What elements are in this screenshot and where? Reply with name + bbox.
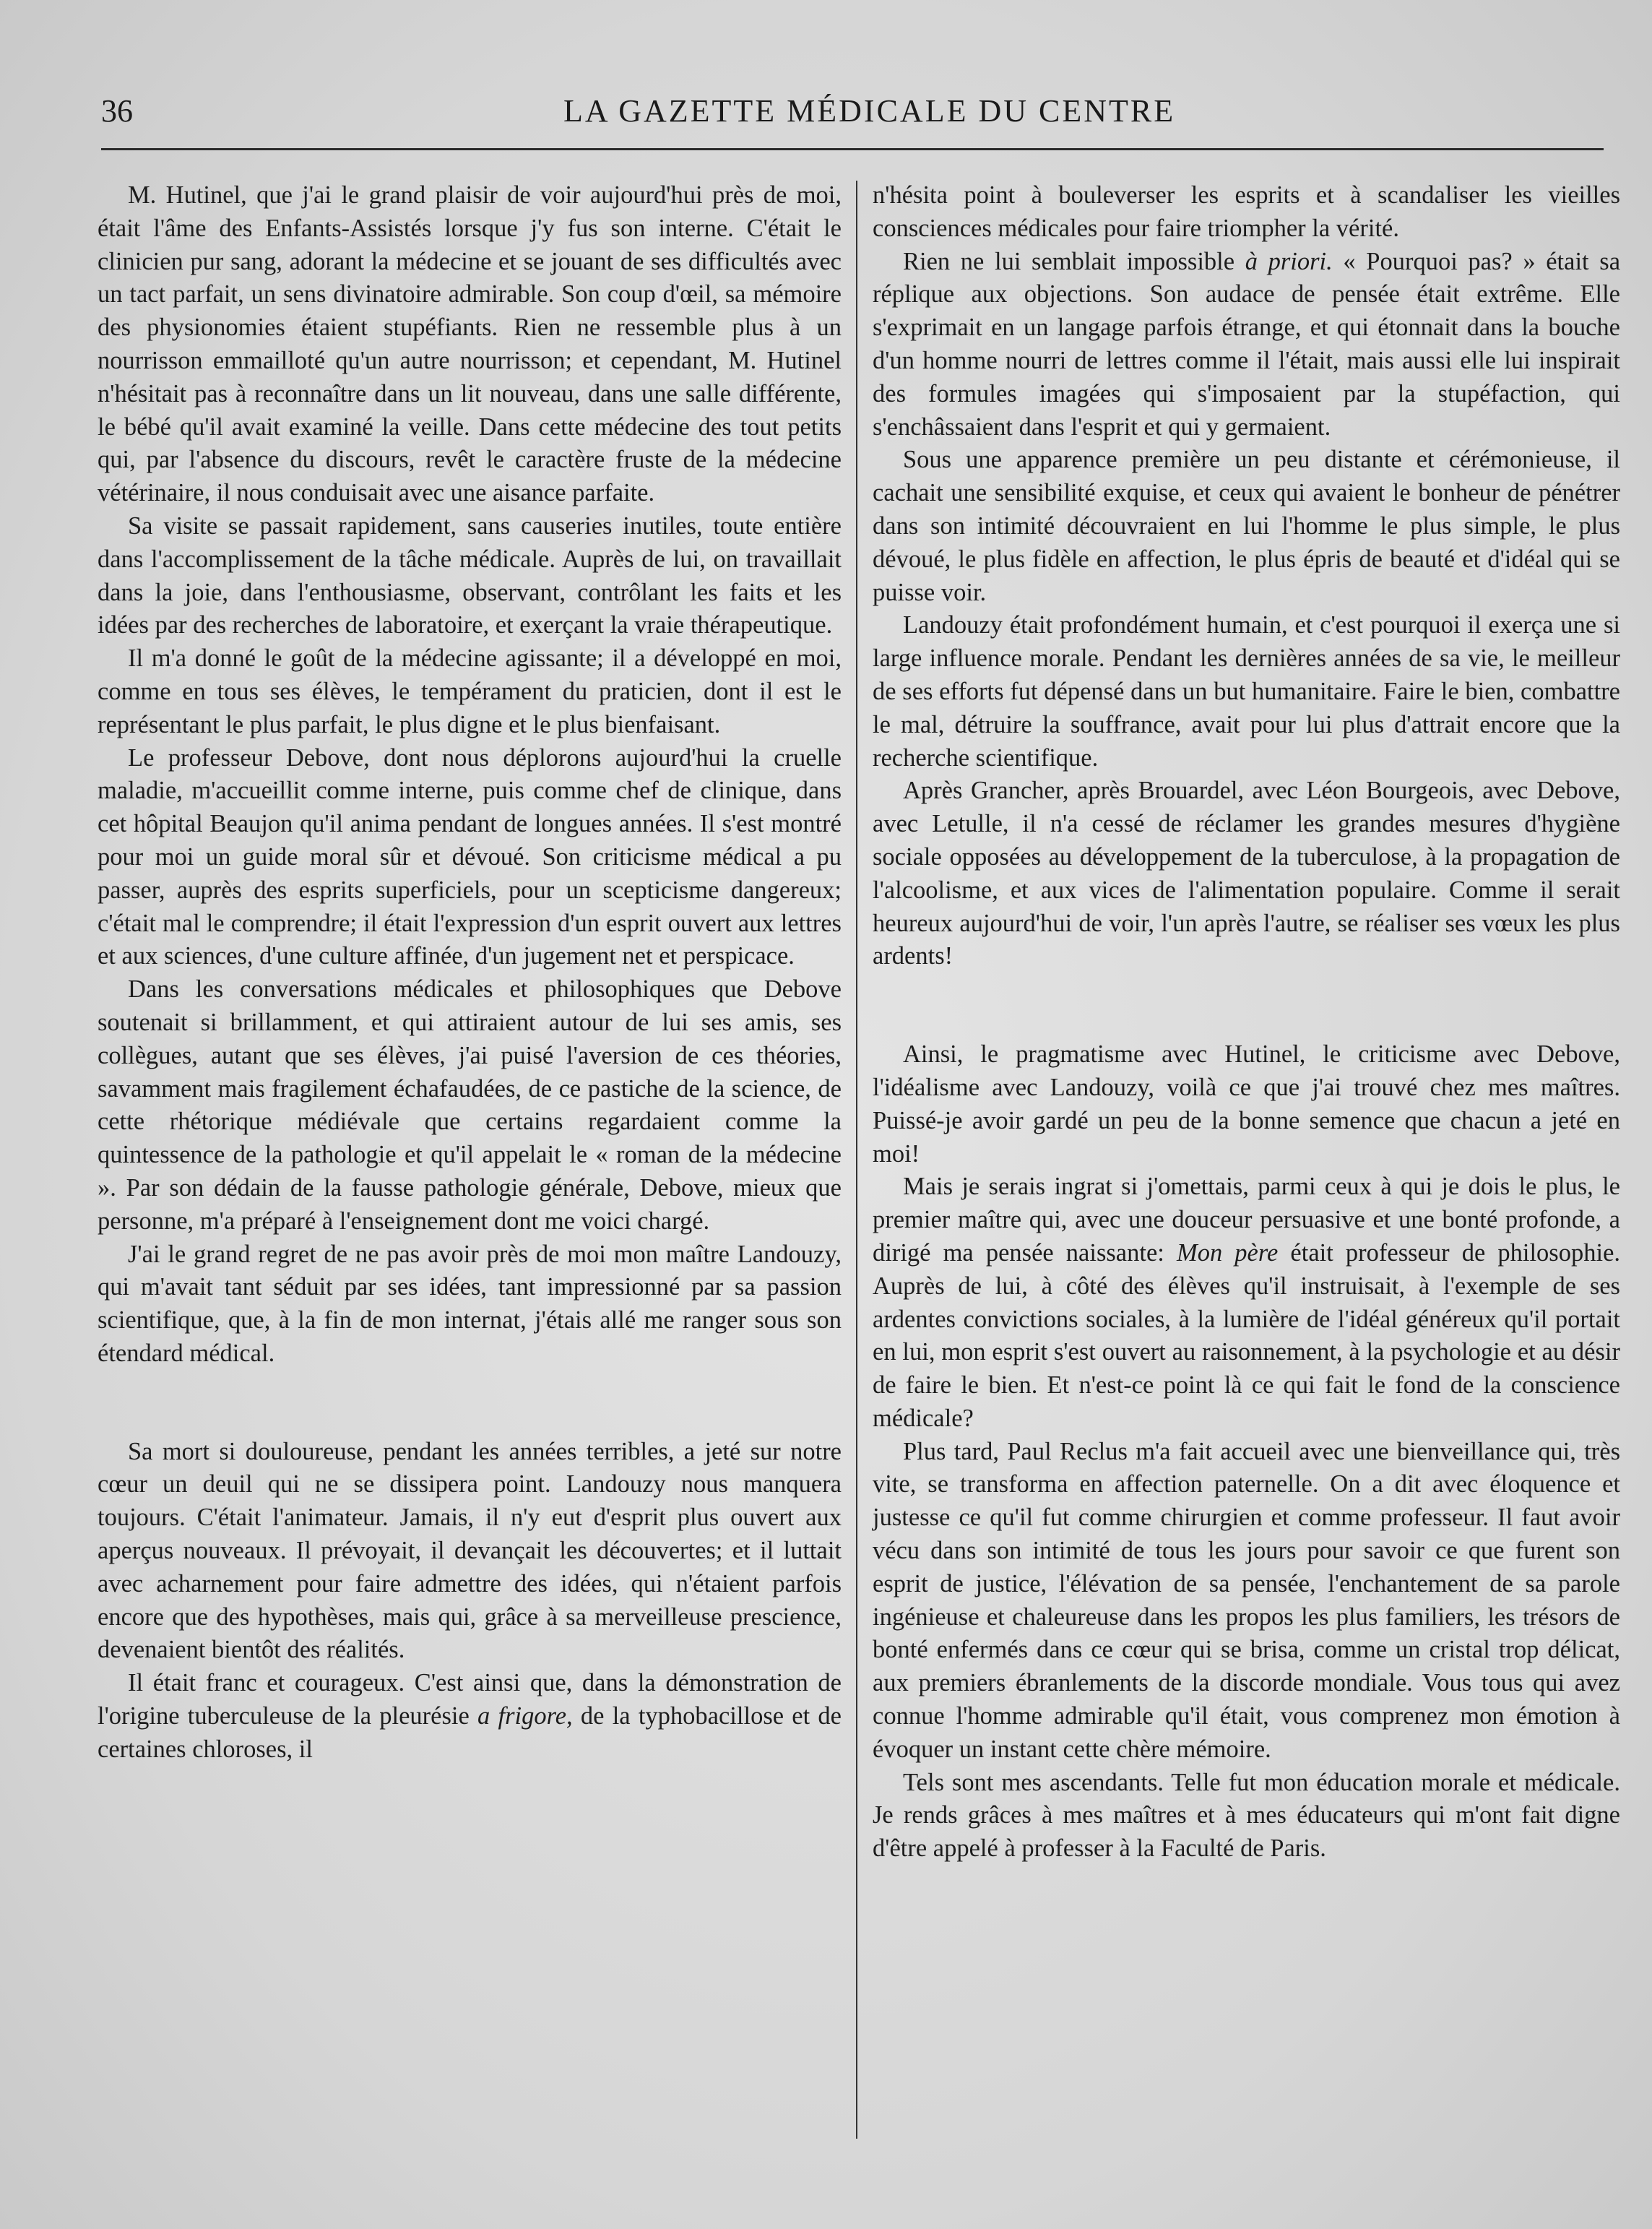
right-column (873, 179, 1620, 1866)
paragraph: Sa visite se passait rapidement, sans causeries inutiles, toute entière dans l'accomplissement de la tâche médicale. Auprès de lui, on travaillait dans la joie, dans l'enthousiasme, observant, contrôlant les faits et les idées par des recherches de laboratoire, et exerçant la vraie thérapeutique. (98, 512, 842, 639)
paragraph-text: Mais je serais ingrat si j'omettais, parmi ceux à qui je dois le plus, le premier maître qui, avec une douceur persuasive et une bonté profonde, a dirigé ma pensée naissante: (873, 1173, 1620, 1267)
paragraph-text: Rien ne lui semblait impossible (903, 247, 1245, 275)
section-gap (98, 1371, 842, 1436)
paragraph: Après Grancher, après Brouardel, avec Léon Bourgeois, avec Debove, avec Letulle, il n'a cessé de réclamer les grandes mesures d'hygiène sociale opposées au développement de la tuberculose, à la propagation de l'alcoolisme, et aux vices de l'alimentation populaire. Comme il serait heureux aujourd'hui de voir, l'un après l'autre, se réaliser ses vœux les plus ardents! (873, 777, 1620, 970)
left-column (98, 179, 842, 1767)
italic-text: a frigore, (477, 1702, 573, 1730)
paragraph: M. Hutinel, que j'ai le grand plaisir de voir aujourd'hui près de moi, était l'âme des Enfants-Assistés lorsque j'y fus son interne. C'était le clinicien pur sang, adorant la médecine et se jouant de ses difficultés avec un tact parfait, un sens divinatoire admirable. Son coup d'œil, sa mémoire des physionomies étaient stupéfiants. Rien ne ressemble plus à un nourrisson emmailloté qu'un autre nourrisson; et cependant, M. Hutinel n'hésitait pas à reconnaître dans un lit nouveau, dans une salle différente, le bébé qu'il avait examiné la veille. Dans cette médecine des tout petits qui, par l'absence du discours, revêt le caractère fruste de la médecine vétérinaire, il nous conduisait avec une aisance parfaite. (98, 181, 842, 507)
paragraph-text: de la typhobacillose et de certaines chloroses, il (98, 1702, 842, 1763)
journal-title: LA GAZETTE MÉDICALE DU CENTRE (563, 93, 1176, 129)
paragraph: Sa mort si douloureuse, pendant les années terribles, a jeté sur notre cœur un deuil qui ne se dissipera point. Landouzy nous manquera toujours. C'était l'animateur. Jamais, il n'y eut d'esprit plus ouvert aux aperçus nouveaux. Il prévoyait, il devançait les découvertes; et il luttait avec acharnement pour faire admettre des idées, qui n'étaient parfois encore que des hypothèses, mais qui, grâce à sa merveilleuse prescience, devenaient bientôt des réalités. (98, 1437, 842, 1664)
paragraph-text: était professeur de philosophie. Auprès de lui, à côté des élèves qu'il instruisait, à l'exemple de ses ardentes convictions sociales, à la lumière de l'idéal généreux qu'il portait en lui, mon esprit s'est ouvert au raisonnement, à la psychologie et au désir de faire le bien. Et n'est-ce point là ce qui fait le fond de la conscience médicale? (873, 1238, 1621, 1432)
italic-text: Mon père (1176, 1238, 1279, 1267)
paragraph: Il m'a donné le goût de la médecine agissante; il a développé en moi, comme en tous ses élèves, le tempérament du praticien, dont il est le représentant le plus parfait, le plus digne et le plus bienfaisant. (98, 644, 842, 738)
page-header (101, 92, 1596, 143)
page-number: 36 (101, 93, 133, 129)
italic-text: à priori. (1245, 247, 1333, 275)
paragraph (873, 1170, 1620, 1435)
paragraph (98, 1667, 842, 1766)
paragraph: Dans les conversations médicales et philosophiques que Debove soutenait si brillamment, et qui attiraient autour de lui ses amis, ses collègues, autant que ses élèves, j'ai puisé l'aversion de ces théories, savamment mais fragilement échafaudées, de ce pastiche de la science, de cette rhétorique médiévale que certains regardaient comme la quintessence de la pathologie et qu'il appelait le « roman de la médecine ». Par son dédain de la fausse pathologie générale, Debove, mieux que personne, m'a préparé à l'enseignement dont me voici chargé. (98, 975, 842, 1235)
paragraph: Tels sont mes ascendants. Telle fut mon éducation morale et médicale. Je rends grâces à mes maîtres et à mes éducateurs qui m'ont fait digne d'être appelé à professer à la Faculté de Paris. (873, 1768, 1620, 1863)
column-divider (856, 181, 857, 2139)
paragraph (873, 246, 1620, 444)
section-gap (873, 973, 1620, 1038)
paragraph-text: « Pourquoi pas? » était sa réplique aux objections. Son audace de pensée était extrême. Elle s'exprimait en un langage parfois étrange, et qui étonnait dans la bouche d'un homme nourri de lettres comme il l'était, mais aussi elle lui inspirait des formules imagées qui s'imposaient par la stupéfaction, qui s'enchâssaient dans l'esprit et qui y germaient. (873, 247, 1621, 441)
paragraph: Plus tard, Paul Reclus m'a fait accueil avec une bienveillance qui, très vite, se transforma en affection paternelle. On a dit avec éloquence et justesse ce qu'il fut comme chirurgien et comme professeur. Il faut avoir vécu dans son intimité de tous les jours pour savoir ce que furent son esprit de justice, l'élévation de sa pensée, l'enchantement de sa parole ingénieuse et chaleureuse dans les propos les plus familiers, les trésors de bonté enfermés dans ce cœur qui se brisa, comme un cristal trop délicat, aux premiers ébranlements de la discorde mondiale. Vous tous qui avez connue l'homme admirable qu'il était, vous comprenez mon émotion à évoquer un instant cette chère mémoire. (873, 1437, 1620, 1763)
paragraph-text: Il était franc et courageux. C'est ainsi que, dans la démonstration de l'origine tuberculeuse de la pleurésie (98, 1669, 842, 1730)
paragraph: n'hésita point à bouleverser les esprits et à scandaliser les vieilles consciences médicales pour faire triompher la vérité. (873, 181, 1620, 242)
paragraph: Le professeur Debove, dont nous déplorons aujourd'hui la cruelle maladie, m'accueillit comme interne, puis comme chef de clinique, dans cet hôpital Beaujon qu'il anima pendant de longues années. Il s'est montré pour moi un guide moral sûr et dévoué. Son criticisme médical a pu passer, auprès des esprits superficiels, pour un scepticisme dangereux; c'était mal le comprendre; il était l'expression d'un esprit ouvert aux lettres et aux sciences, d'une culture affinée, d'un jugement net et perspicace. (98, 743, 842, 970)
paragraph: Sous une apparence première un peu distante et cérémonieuse, il cachait une sensibilité exquise, et ceux qui avaient le bonheur de pénétrer dans son intimité découvraient en lui l'homme le plus simple, le plus dévoué, le plus fidèle en affection, le plus épris de beauté et d'idéal qui se puisse voir. (873, 446, 1620, 606)
paragraph: Landouzy était profondément humain, et c'est pourquoi il exerça une si large influence morale. Pendant les dernières années de sa vie, le meilleur de ses efforts fut dépensé dans un but humanitaire. Faire le bien, combattre le mal, détruire la souffrance, avait pour lui plus d'attrait encore que la recherche scientifique. (873, 611, 1620, 772)
paragraph: Ainsi, le pragmatisme avec Hutinel, le criticisme avec Debove, l'idéalisme avec Landouzy, voilà ce que j'ai trouvé chez mes maîtres. Puissé-je avoir gardé un peu de la bonne semence que chacun a jeté en moi! (873, 1040, 1620, 1168)
header-rule (101, 148, 1604, 150)
paragraph: J'ai le grand regret de ne pas avoir près de moi mon maître Landouzy, qui m'avait tant séduit par ses idées, tant impressionné par sa passion scientifique, que, à la fin de mon internat, j'étais allé me ranger sous son étendard médical. (98, 1240, 842, 1367)
